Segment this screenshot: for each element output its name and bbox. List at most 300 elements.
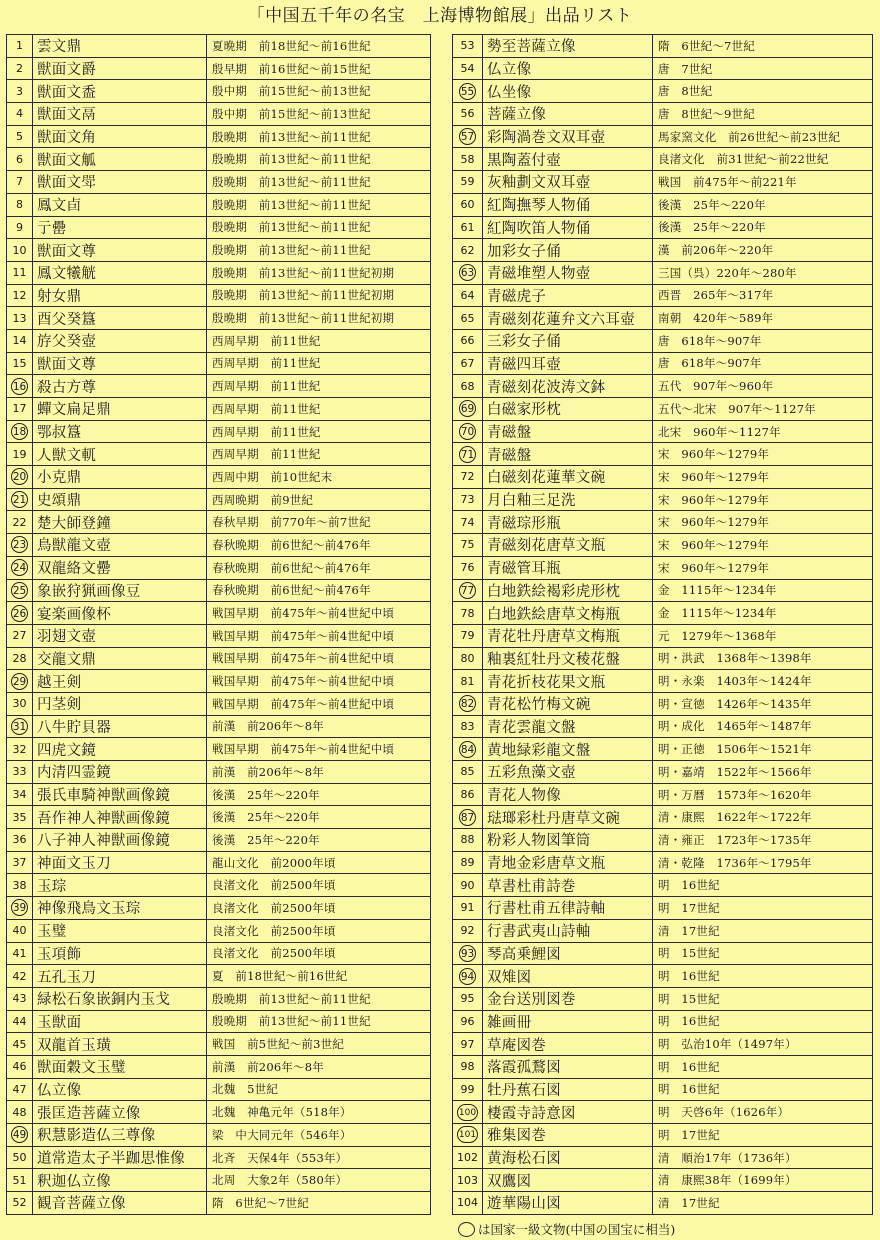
- item-number-text: 19: [12, 447, 27, 461]
- item-number: [453, 987, 483, 1010]
- table-row: [7, 829, 431, 852]
- table-row: [453, 148, 873, 171]
- item-period: 殷晩期 前13世紀〜前11世紀: [207, 193, 431, 216]
- table-row: [7, 556, 431, 579]
- national-treasure-circle-icon: 70: [459, 423, 476, 440]
- item-name: 落霞孤鶩図: [483, 1055, 653, 1078]
- item-period: 明 16世紀: [653, 1055, 873, 1078]
- table-row: [7, 284, 431, 307]
- item-number-text: 60: [460, 198, 475, 212]
- item-number-text: 13: [12, 311, 27, 325]
- item-period: 龍山文化 前2000年頃: [207, 851, 431, 874]
- item-number: [453, 352, 483, 375]
- table-row: [7, 647, 431, 670]
- table-row: [453, 1192, 873, 1215]
- table-row: [453, 307, 873, 330]
- item-name: 青磁盤: [483, 420, 653, 443]
- item-number: [453, 239, 483, 262]
- table-row: [7, 624, 431, 647]
- item-name: 象嵌狩猟画像豆: [33, 579, 207, 602]
- item-name: 円茎剣: [33, 692, 207, 715]
- item-period: 明 16世紀: [653, 965, 873, 988]
- national-treasure-circle-icon: 25: [11, 582, 28, 599]
- item-period: 隋 6世紀〜7世紀: [653, 35, 873, 58]
- item-number-text: 50: [12, 1151, 27, 1165]
- item-period: 殷晩期 前13世紀〜前11世紀: [207, 216, 431, 239]
- item-number-text: 99: [460, 1082, 475, 1096]
- item-number-text: 4: [16, 107, 23, 121]
- footnote: [458, 1222, 675, 1238]
- item-number: [7, 148, 33, 171]
- item-period: 前漢 前206年〜8年: [207, 1055, 431, 1078]
- national-treasure-circle-icon: 20: [11, 468, 28, 485]
- item-name: 黒陶蓋付壺: [483, 148, 653, 171]
- item-number-text: 15: [12, 356, 27, 370]
- national-treasure-circle-icon: 100: [457, 1104, 478, 1121]
- item-period: 明・嘉靖 1522年〜1566年: [653, 761, 873, 784]
- table-row: [7, 602, 431, 625]
- item-number: [453, 670, 483, 693]
- table-row: [7, 239, 431, 262]
- table-row: [453, 57, 873, 80]
- item-name: 八子神人神獣画像鏡: [33, 829, 207, 852]
- item-period: 前漢 前206年〜8年: [207, 761, 431, 784]
- item-number: [453, 874, 483, 897]
- item-name: 史頌鼎: [33, 488, 207, 511]
- item-period: 殷早期 前16世紀〜前15世紀: [207, 57, 431, 80]
- item-number: [7, 398, 33, 421]
- item-period: 漢 前206年〜220年: [653, 239, 873, 262]
- item-period: 五代 907年〜960年: [653, 375, 873, 398]
- national-treasure-circle-icon: 94: [459, 968, 476, 985]
- item-number-text: 44: [12, 1014, 27, 1028]
- table-row: [453, 647, 873, 670]
- item-number-text: 79: [460, 629, 475, 643]
- item-period: 明・万暦 1573年〜1620年: [653, 783, 873, 806]
- item-name: 玉璧: [33, 919, 207, 942]
- item-period: 元 1279年〜1368年: [653, 624, 873, 647]
- item-period: 北魏 神亀元年（518年）: [207, 1101, 431, 1124]
- item-number-text: 58: [460, 152, 475, 166]
- item-number-text: 17: [12, 402, 27, 416]
- national-treasure-circle-icon: 82: [459, 695, 476, 712]
- table-row: [453, 1033, 873, 1056]
- item-number: [453, 534, 483, 557]
- item-name: 青磁盤: [483, 443, 653, 466]
- item-period: 春秋晩期 前6世紀〜前476年: [207, 534, 431, 557]
- item-number-text: 83: [460, 719, 475, 733]
- item-period: 宋 960年〜1279年: [653, 466, 873, 489]
- item-number: [453, 193, 483, 216]
- item-number: [7, 307, 33, 330]
- table-row: [7, 692, 431, 715]
- item-name: 白地鉄絵唐草文梅瓶: [483, 602, 653, 625]
- item-number: [453, 851, 483, 874]
- item-period: 宋 960年〜1279年: [653, 488, 873, 511]
- item-name: 八牛貯貝器: [33, 715, 207, 738]
- item-period: 明 15世紀: [653, 942, 873, 965]
- item-period: 春秋晩期 前6世紀〜前476年: [207, 556, 431, 579]
- item-period: 清 17世紀: [653, 1192, 873, 1215]
- table-row: [7, 942, 431, 965]
- item-number-text: 98: [460, 1060, 475, 1074]
- table-row: [453, 1124, 873, 1147]
- item-period: 後漢 25年〜220年: [653, 216, 873, 239]
- item-period: 殷中期 前15世紀〜前13世紀: [207, 80, 431, 103]
- item-name: 琴高乗鯉図: [483, 942, 653, 965]
- item-number-text: 2: [16, 62, 23, 76]
- item-name: 五孔玉刀: [33, 965, 207, 988]
- footnote-text: は国家一級文物(中国の国宝に相当): [478, 1222, 676, 1237]
- item-number: [453, 692, 483, 715]
- item-number: [453, 1055, 483, 1078]
- item-number: [453, 148, 483, 171]
- item-period: 殷晩期 前13世紀〜前11世紀初期: [207, 261, 431, 284]
- table-row: [453, 534, 873, 557]
- item-name: 青花牡丹唐草文梅瓶: [483, 624, 653, 647]
- table-row: [7, 851, 431, 874]
- item-period: 北魏 5世紀: [207, 1078, 431, 1101]
- item-number-text: 85: [460, 765, 475, 779]
- item-name: 青花人物像: [483, 783, 653, 806]
- item-number: [7, 35, 33, 58]
- item-number-text: 1: [16, 39, 23, 53]
- item-name: 楚大師登鐘: [33, 511, 207, 534]
- item-number: [453, 329, 483, 352]
- item-period: 前漢 前206年〜8年: [207, 715, 431, 738]
- item-period: 宋 960年〜1279年: [653, 443, 873, 466]
- national-treasure-circle-icon: 77: [459, 582, 476, 599]
- item-name: 獣面文尊: [33, 352, 207, 375]
- item-number: [453, 511, 483, 534]
- item-number: [7, 57, 33, 80]
- item-number: [453, 919, 483, 942]
- item-number: [7, 284, 33, 307]
- item-period: 宋 960年〜1279年: [653, 511, 873, 534]
- item-period: 宋 960年〜1279年: [653, 534, 873, 557]
- item-number-text: 35: [12, 810, 27, 824]
- circle-marker-icon: [458, 1222, 475, 1237]
- table-row: [453, 329, 873, 352]
- item-name: 釈迦仏立像: [33, 1169, 207, 1192]
- item-number: [7, 1146, 33, 1169]
- table-row: [453, 1010, 873, 1033]
- item-number: [7, 783, 33, 806]
- item-number: [453, 761, 483, 784]
- item-number-text: 47: [12, 1082, 27, 1096]
- table-row: [7, 738, 431, 761]
- item-name: 青磁刻花蓮弁文六耳壺: [483, 307, 653, 330]
- item-period: 明 天啓6年（1626年）: [653, 1101, 873, 1124]
- item-name: 青磁管耳瓶: [483, 556, 653, 579]
- item-number-text: 96: [460, 1014, 475, 1028]
- table-row: [7, 307, 431, 330]
- item-name: 射女鼎: [33, 284, 207, 307]
- item-name: 獣面文爵: [33, 57, 207, 80]
- item-period: 明・永楽 1403年〜1424年: [653, 670, 873, 693]
- item-name: 青磁四耳壺: [483, 352, 653, 375]
- item-period: 西周早期 前11世紀: [207, 329, 431, 352]
- table-row: [7, 1055, 431, 1078]
- item-name: 獣面文觚: [33, 148, 207, 171]
- item-name: 四虎文鏡: [33, 738, 207, 761]
- item-number: [7, 261, 33, 284]
- item-name: 灰釉劃文双耳壺: [483, 171, 653, 194]
- item-period: 清・雍正 1723年〜1735年: [653, 829, 873, 852]
- table-row: [7, 35, 431, 58]
- item-name: 青花雲龍文盤: [483, 715, 653, 738]
- item-number: [453, 942, 483, 965]
- item-period: 明・成化 1465年〜1487年: [653, 715, 873, 738]
- table-row: [7, 965, 431, 988]
- item-period: 明 16世紀: [653, 1078, 873, 1101]
- table-row: [453, 1169, 873, 1192]
- table-row: [7, 534, 431, 557]
- item-name: 釉裏紅牡丹文稜花盤: [483, 647, 653, 670]
- item-name: 紅陶吹笛人物俑: [483, 216, 653, 239]
- table-row: [453, 398, 873, 421]
- exhibit-list-right: [452, 34, 873, 1215]
- item-number-text: 66: [460, 334, 475, 348]
- item-number: [453, 715, 483, 738]
- item-period: 馬家窯文化 前26世紀〜前23世紀: [653, 125, 873, 148]
- item-period: 清 順治17年（1736年）: [653, 1146, 873, 1169]
- item-number: [453, 647, 483, 670]
- item-number: [453, 35, 483, 58]
- item-name: 草書杜甫詩巻: [483, 874, 653, 897]
- exhibit-list-left: [6, 34, 431, 1215]
- table-row: [453, 965, 873, 988]
- item-period: 明・宣徳 1426年〜1435年: [653, 692, 873, 715]
- item-number-text: 102: [457, 1151, 478, 1165]
- item-number: [453, 466, 483, 489]
- item-period: 夏晩期 前18世紀〜前16世紀: [207, 35, 431, 58]
- item-number: [453, 1192, 483, 1215]
- item-number: [7, 171, 33, 194]
- item-number-text: 10: [12, 243, 27, 257]
- item-name: 行書杜甫五律詩軸: [483, 897, 653, 920]
- item-name: 加彩女子俑: [483, 239, 653, 262]
- table-row: [7, 329, 431, 352]
- item-name: 青磁琮形瓶: [483, 511, 653, 534]
- table-row: [7, 987, 431, 1010]
- item-number: [7, 1010, 33, 1033]
- table-row: [7, 375, 431, 398]
- table-row: [7, 1192, 431, 1215]
- item-name: 白地鉄絵褐彩虎形枕: [483, 579, 653, 602]
- item-name: 酉父癸簋: [33, 307, 207, 330]
- item-name: 神像飛鳥文玉琮: [33, 897, 207, 920]
- table-row: [453, 1101, 873, 1124]
- item-period: 殷晩期 前13世紀〜前11世紀: [207, 1010, 431, 1033]
- item-number: [453, 579, 483, 602]
- item-number: [453, 738, 483, 761]
- item-number: [7, 534, 33, 557]
- item-period: 明 17世紀: [653, 1124, 873, 1147]
- national-treasure-circle-icon: 29: [11, 673, 28, 690]
- item-period: 金 1115年〜1234年: [653, 602, 873, 625]
- item-number-text: 37: [12, 856, 27, 870]
- table-row: [453, 261, 873, 284]
- national-treasure-circle-icon: 31: [11, 718, 28, 735]
- item-period: 明・正徳 1506年〜1521年: [653, 738, 873, 761]
- table-row: [453, 851, 873, 874]
- table-row: [453, 692, 873, 715]
- item-name: 越王剣: [33, 670, 207, 693]
- item-name: 内清四霊鏡: [33, 761, 207, 784]
- item-number-text: 45: [12, 1037, 27, 1051]
- item-number: [7, 466, 33, 489]
- item-name: 五彩魚藻文壺: [483, 761, 653, 784]
- item-period: 殷晩期 前13世紀〜前11世紀初期: [207, 307, 431, 330]
- table-row: [7, 125, 431, 148]
- table-row: [7, 1078, 431, 1101]
- item-number: [7, 329, 33, 352]
- item-number: [7, 443, 33, 466]
- item-name: 玉項飾: [33, 942, 207, 965]
- item-number-text: 6: [16, 152, 23, 166]
- item-name: 青磁刻花波涛文鉢: [483, 375, 653, 398]
- item-period: 戦国早期 前475年〜前4世紀中頃: [207, 647, 431, 670]
- item-number-text: 9: [16, 220, 23, 234]
- item-period: 宋 960年〜1279年: [653, 556, 873, 579]
- item-number: [453, 1169, 483, 1192]
- table-row: [7, 715, 431, 738]
- table-row: [7, 443, 431, 466]
- item-period: 後漢 25年〜220年: [653, 193, 873, 216]
- national-treasure-circle-icon: 63: [459, 264, 476, 281]
- table-row: [7, 398, 431, 421]
- item-number-text: 22: [12, 515, 27, 529]
- table-row: [7, 352, 431, 375]
- item-period: 北斉 天保4年（553年）: [207, 1146, 431, 1169]
- item-name: 青花折枝花果文瓶: [483, 670, 653, 693]
- table-row: [7, 216, 431, 239]
- table-row: [453, 761, 873, 784]
- table-row: [453, 103, 873, 126]
- item-name: 草庵図巻: [483, 1033, 653, 1056]
- item-number-text: 90: [460, 878, 475, 892]
- item-name: 青地金彩唐草文瓶: [483, 851, 653, 874]
- item-number-text: 54: [460, 62, 475, 76]
- item-number-text: 78: [460, 606, 475, 620]
- item-number: [7, 1055, 33, 1078]
- item-number-text: 81: [460, 674, 475, 688]
- item-number: [7, 556, 33, 579]
- item-name: 仏立像: [33, 1078, 207, 1101]
- item-number: [453, 443, 483, 466]
- table-row: [453, 806, 873, 829]
- item-name: 張氏車騎神獣画像鏡: [33, 783, 207, 806]
- table-row: [453, 942, 873, 965]
- item-period: 西周早期 前11世紀: [207, 375, 431, 398]
- item-period: 西周中期 前10世紀末: [207, 466, 431, 489]
- item-name: 小克鼎: [33, 466, 207, 489]
- table-row: [453, 579, 873, 602]
- item-period: 唐 7世紀: [653, 57, 873, 80]
- item-number-text: 51: [12, 1173, 27, 1187]
- item-period: 良渚文化 前31世紀〜前22世紀: [653, 148, 873, 171]
- table-row: [7, 261, 431, 284]
- national-treasure-circle-icon: 39: [11, 899, 28, 916]
- item-name: 観音菩薩立像: [33, 1192, 207, 1215]
- national-treasure-circle-icon: 24: [11, 559, 28, 576]
- table-row: [453, 1055, 873, 1078]
- national-treasure-circle-icon: 69: [459, 400, 476, 417]
- item-number: [453, 783, 483, 806]
- table-row: [453, 1146, 873, 1169]
- item-name: 鄂叔簋: [33, 420, 207, 443]
- national-treasure-circle-icon: 49: [11, 1126, 28, 1143]
- item-name: 行書武夷山詩軸: [483, 919, 653, 942]
- item-period: 戦国 前475年〜前221年: [653, 171, 873, 194]
- item-number: [453, 375, 483, 398]
- table-row: [453, 987, 873, 1010]
- item-number: [7, 624, 33, 647]
- item-number: [7, 1078, 33, 1101]
- national-treasure-circle-icon: 84: [459, 741, 476, 758]
- item-name: 亍罍: [33, 216, 207, 239]
- item-number: [7, 511, 33, 534]
- item-name: 獣面文鬲: [33, 103, 207, 126]
- item-name: 神面文玉刀: [33, 851, 207, 874]
- item-number-text: 103: [457, 1173, 478, 1187]
- table-row: [453, 715, 873, 738]
- item-period: 戦国 前5世紀〜前3世紀: [207, 1033, 431, 1056]
- item-number-text: 7: [16, 175, 23, 189]
- national-treasure-circle-icon: 21: [11, 491, 28, 508]
- item-number: [453, 806, 483, 829]
- item-name: 勢至菩薩立像: [483, 35, 653, 58]
- item-period: 良渚文化 前2500年頃: [207, 919, 431, 942]
- item-number-text: 56: [460, 107, 475, 121]
- item-number-text: 8: [16, 198, 23, 212]
- item-number-text: 34: [12, 788, 27, 802]
- item-number: [7, 488, 33, 511]
- item-period: 明 弘治10年（1497年）: [653, 1033, 873, 1056]
- item-number: [7, 670, 33, 693]
- item-number: [7, 1169, 33, 1192]
- item-period: 後漢 25年〜220年: [207, 806, 431, 829]
- item-period: 梁 中大同元年（546年）: [207, 1124, 431, 1147]
- item-name: 仏立像: [483, 57, 653, 80]
- item-number: [7, 761, 33, 784]
- item-number: [453, 1124, 483, 1147]
- item-period: 北周 大象2年（580年）: [207, 1169, 431, 1192]
- item-number: [7, 715, 33, 738]
- item-period: 夏 前18世紀〜前16世紀: [207, 965, 431, 988]
- item-number-text: 53: [460, 39, 475, 53]
- item-number: [7, 375, 33, 398]
- item-period: 戦国早期 前475年〜前4世紀中頃: [207, 738, 431, 761]
- item-name: 吾作神人神獣画像鏡: [33, 806, 207, 829]
- table-row: [7, 670, 431, 693]
- item-number-text: 68: [460, 379, 475, 393]
- item-period: 明 16世紀: [653, 874, 873, 897]
- item-name: 彩陶渦巻文双耳壺: [483, 125, 653, 148]
- item-name: 双龍絡文罍: [33, 556, 207, 579]
- item-name: 遊華陽山図: [483, 1192, 653, 1215]
- item-number-text: 62: [460, 243, 475, 257]
- item-period: 西周早期 前11世紀: [207, 352, 431, 375]
- item-number: [453, 57, 483, 80]
- item-period: 清・乾隆 1736年〜1795年: [653, 851, 873, 874]
- item-period: 戦国早期 前475年〜前4世紀中頃: [207, 602, 431, 625]
- item-period: 殷中期 前15世紀〜前13世紀: [207, 103, 431, 126]
- table-row: [453, 443, 873, 466]
- item-number: [453, 284, 483, 307]
- national-treasure-circle-icon: 23: [11, 536, 28, 553]
